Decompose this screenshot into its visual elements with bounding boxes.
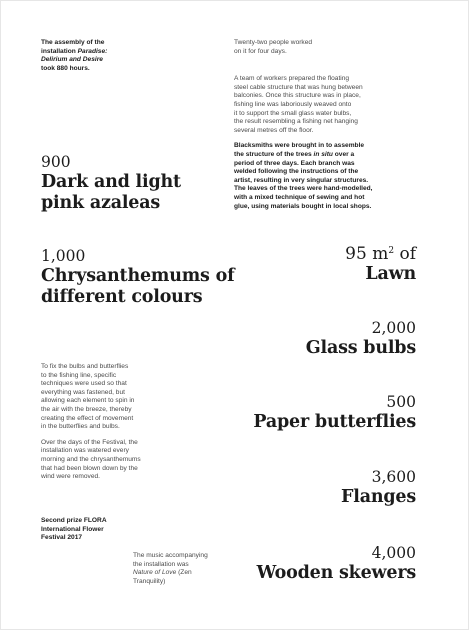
superscript: 2: [388, 246, 395, 256]
text-line: the air with the breeze, thereby: [41, 405, 132, 413]
text-line: Tranquility): [133, 577, 166, 585]
text-line: with a mixed technique of sewing and hot: [234, 193, 365, 201]
intro-title-italic: Paradise:: [77, 47, 108, 55]
text-line: in the butterflies and bulbs.: [41, 423, 120, 431]
blacksmiths-paragraph: [234, 142, 434, 211]
text-line: the result resembling a fishing net hanging: [234, 118, 358, 126]
text-line: [234, 151, 434, 160]
stat-chrysanthemums: [41, 247, 261, 308]
stat-label: Dark and light: [41, 172, 181, 192]
stat-label: Chrysanthemums of: [41, 266, 235, 286]
text-line: International Flower: [41, 525, 104, 533]
text-line: Second prize FLORA: [41, 517, 107, 524]
technique-notes: [41, 363, 181, 482]
text-segment: the structure of the trees: [234, 150, 314, 158]
text-line: To fix the bulbs and butterflies: [41, 363, 129, 370]
text-line: on it for four days.: [234, 47, 287, 55]
text-line: morning and the chrysanthemums: [41, 455, 141, 463]
stat-glass-bulbs: [216, 319, 416, 359]
text-line: it to support the small glass water bulbs,: [234, 109, 352, 117]
stat-number: 2,000: [371, 319, 416, 337]
stat-label: Lawn: [365, 264, 416, 284]
prize-text: [41, 517, 161, 543]
stat-label: Glass bulbs: [305, 338, 416, 358]
intro-line: The assembly of the: [41, 39, 105, 46]
text-line: to the fishing line, specific: [41, 371, 117, 379]
stat-number: 3,600: [371, 468, 416, 486]
intro-line-text: installation: [41, 47, 78, 55]
text-line: Twenty-two people worked: [234, 39, 313, 46]
text-line: artist, resulting in very singular structures.: [234, 176, 369, 184]
text-line: installation was watered every: [41, 447, 129, 455]
text-line: wind were removed.: [41, 473, 101, 481]
stat-label: Wooden skewers: [256, 563, 416, 583]
text-line: fishing line was laboriously weaved onto: [234, 100, 352, 108]
stat-number: [256, 245, 416, 264]
stat-number: 4,000: [371, 544, 416, 562]
music-text: [133, 552, 253, 586]
stat-paper-butterflies: [196, 393, 416, 433]
music-title-italic: Nature of Love: [133, 569, 177, 577]
stat-label: Paper butterflies: [253, 412, 416, 432]
intro-line: [41, 48, 161, 57]
intro-text: [41, 39, 161, 73]
watering-paragraph: [41, 439, 181, 482]
bulbs-paragraph: [41, 363, 181, 432]
stat-number: 1,000: [41, 247, 86, 265]
text-line: creating the effect of movement: [41, 414, 134, 422]
text-line: everything was fastened, but: [41, 388, 125, 396]
stat-azaleas: [41, 153, 241, 214]
text-line: several metres off the floor.: [234, 126, 314, 134]
stat-number-text: of: [394, 244, 416, 264]
stat-number: 900: [41, 153, 71, 171]
text-line: glue, using materials bought in local shops.: [234, 202, 372, 210]
text-line: period of three days. Each branch was: [234, 159, 355, 167]
text-line: Over the days of the Festival, the: [41, 438, 138, 446]
intro-line: took 880 hours.: [41, 64, 90, 72]
right-column-text: [234, 39, 434, 211]
text-line: [133, 569, 253, 578]
text-line: The leaves of the trees were hand-modelled,: [234, 185, 373, 193]
structure-paragraph: [234, 75, 434, 135]
intro-title-italic: Delirium and Desire: [41, 56, 103, 64]
workers-paragraph: [234, 39, 434, 56]
stat-number-text: 95 m: [345, 244, 389, 264]
text-line: techniques were used so that: [41, 380, 127, 388]
text-line: Festival 2017: [41, 534, 83, 542]
text-segment: over a: [332, 150, 355, 158]
stat-label: different colours: [41, 287, 203, 307]
text-line: allowing each element to spin in: [41, 397, 135, 405]
intro-line: [41, 56, 161, 65]
text-line: A team of workers prepared the floating: [234, 75, 350, 83]
text-line: balconies. Once this structure was in place,: [234, 92, 361, 100]
text-segment: (Zen: [176, 569, 192, 577]
stat-number: 500: [386, 393, 416, 411]
stat-lawn: [256, 245, 416, 285]
text-line: Blacksmiths were brought in to assemble: [234, 142, 365, 150]
text-line: steel cable structure that was hung between: [234, 83, 363, 91]
stat-label: pink azaleas: [41, 193, 161, 213]
text-line: welded following the instructions of the: [234, 168, 359, 176]
text-line: The music accompanying: [133, 552, 208, 559]
stat-flanges: [216, 468, 416, 508]
text-line: the installation was: [133, 560, 189, 568]
stat-label: Flanges: [341, 487, 416, 507]
italic-phrase: in situ: [313, 150, 333, 158]
text-line: that had been blown down by the: [41, 464, 138, 472]
